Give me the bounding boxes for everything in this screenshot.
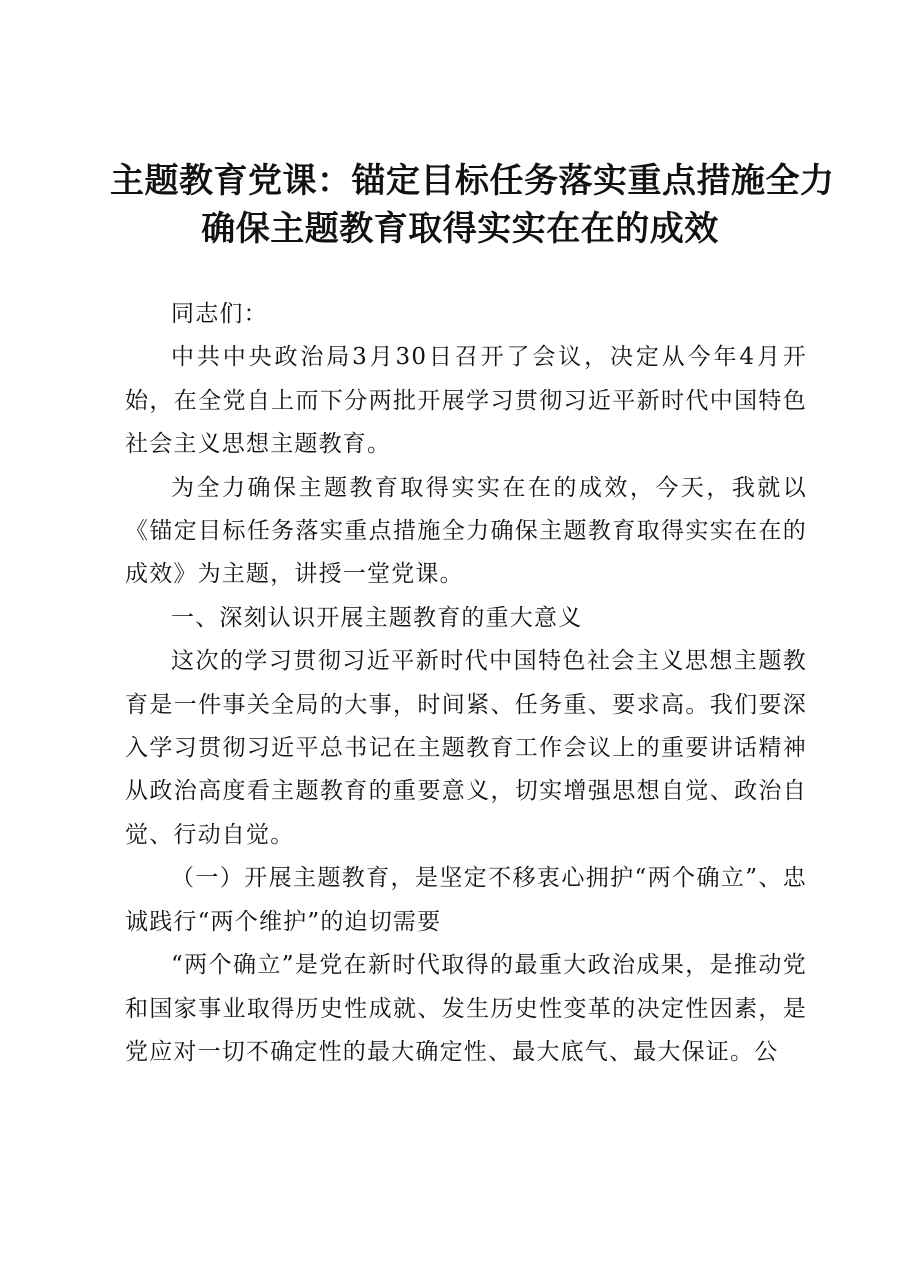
paragraph: 这次的学习贯彻习近平新时代中国特色社会主义思想主题教育是一件事关全局的大事，时间紧、任务重、要求高。我们要深入学习贯彻习近平总书记在主题教育工作会议上的重要讲话精神从政治高度看主题教育的重要意义，切实增强思想自觉、政治自觉、行动自觉。 [125,648,807,848]
paragraph: 为全力确保主题教育取得实实在在的成效，今天，我就以《锚定目标任务落实重点措施全力确保主题教育取得实实在在的成效》为主题，讲授一堂党课。 [125,474,807,588]
section-heading: 一、深刻认识开展主题教育的重大意义 [171,604,583,631]
paragraph: 中共中央政治局3月30日召开了会议，决定从今年4月开始，在全党自上而下分两批开展学习贯彻习近平新时代中国特色社会主义思想主题教育。 [125,344,807,458]
document-title [110,157,835,253]
document-body [125,293,807,1074]
salutation: 同志们： [171,301,268,327]
title-line-1: 主题教育党课：锚定目标任务落实重点措施全力 [110,161,835,201]
title-line-2: 确保主题教育取得实实在在的成效 [201,209,719,249]
paragraph: “两个确立”是党在新时代取得的最重大政治成果，是推动党和国家事业取得历史性成就、发生历史性变革的决定性因素，是党应对一切不确定性的最大确定性、最大底气、最大保证。公 [125,952,807,1065]
subsection-heading: （一）开展主题教育，是坚定不移衷心拥护“两个确立”、忠诚践行“两个维护”的迫切需要 [125,865,807,935]
